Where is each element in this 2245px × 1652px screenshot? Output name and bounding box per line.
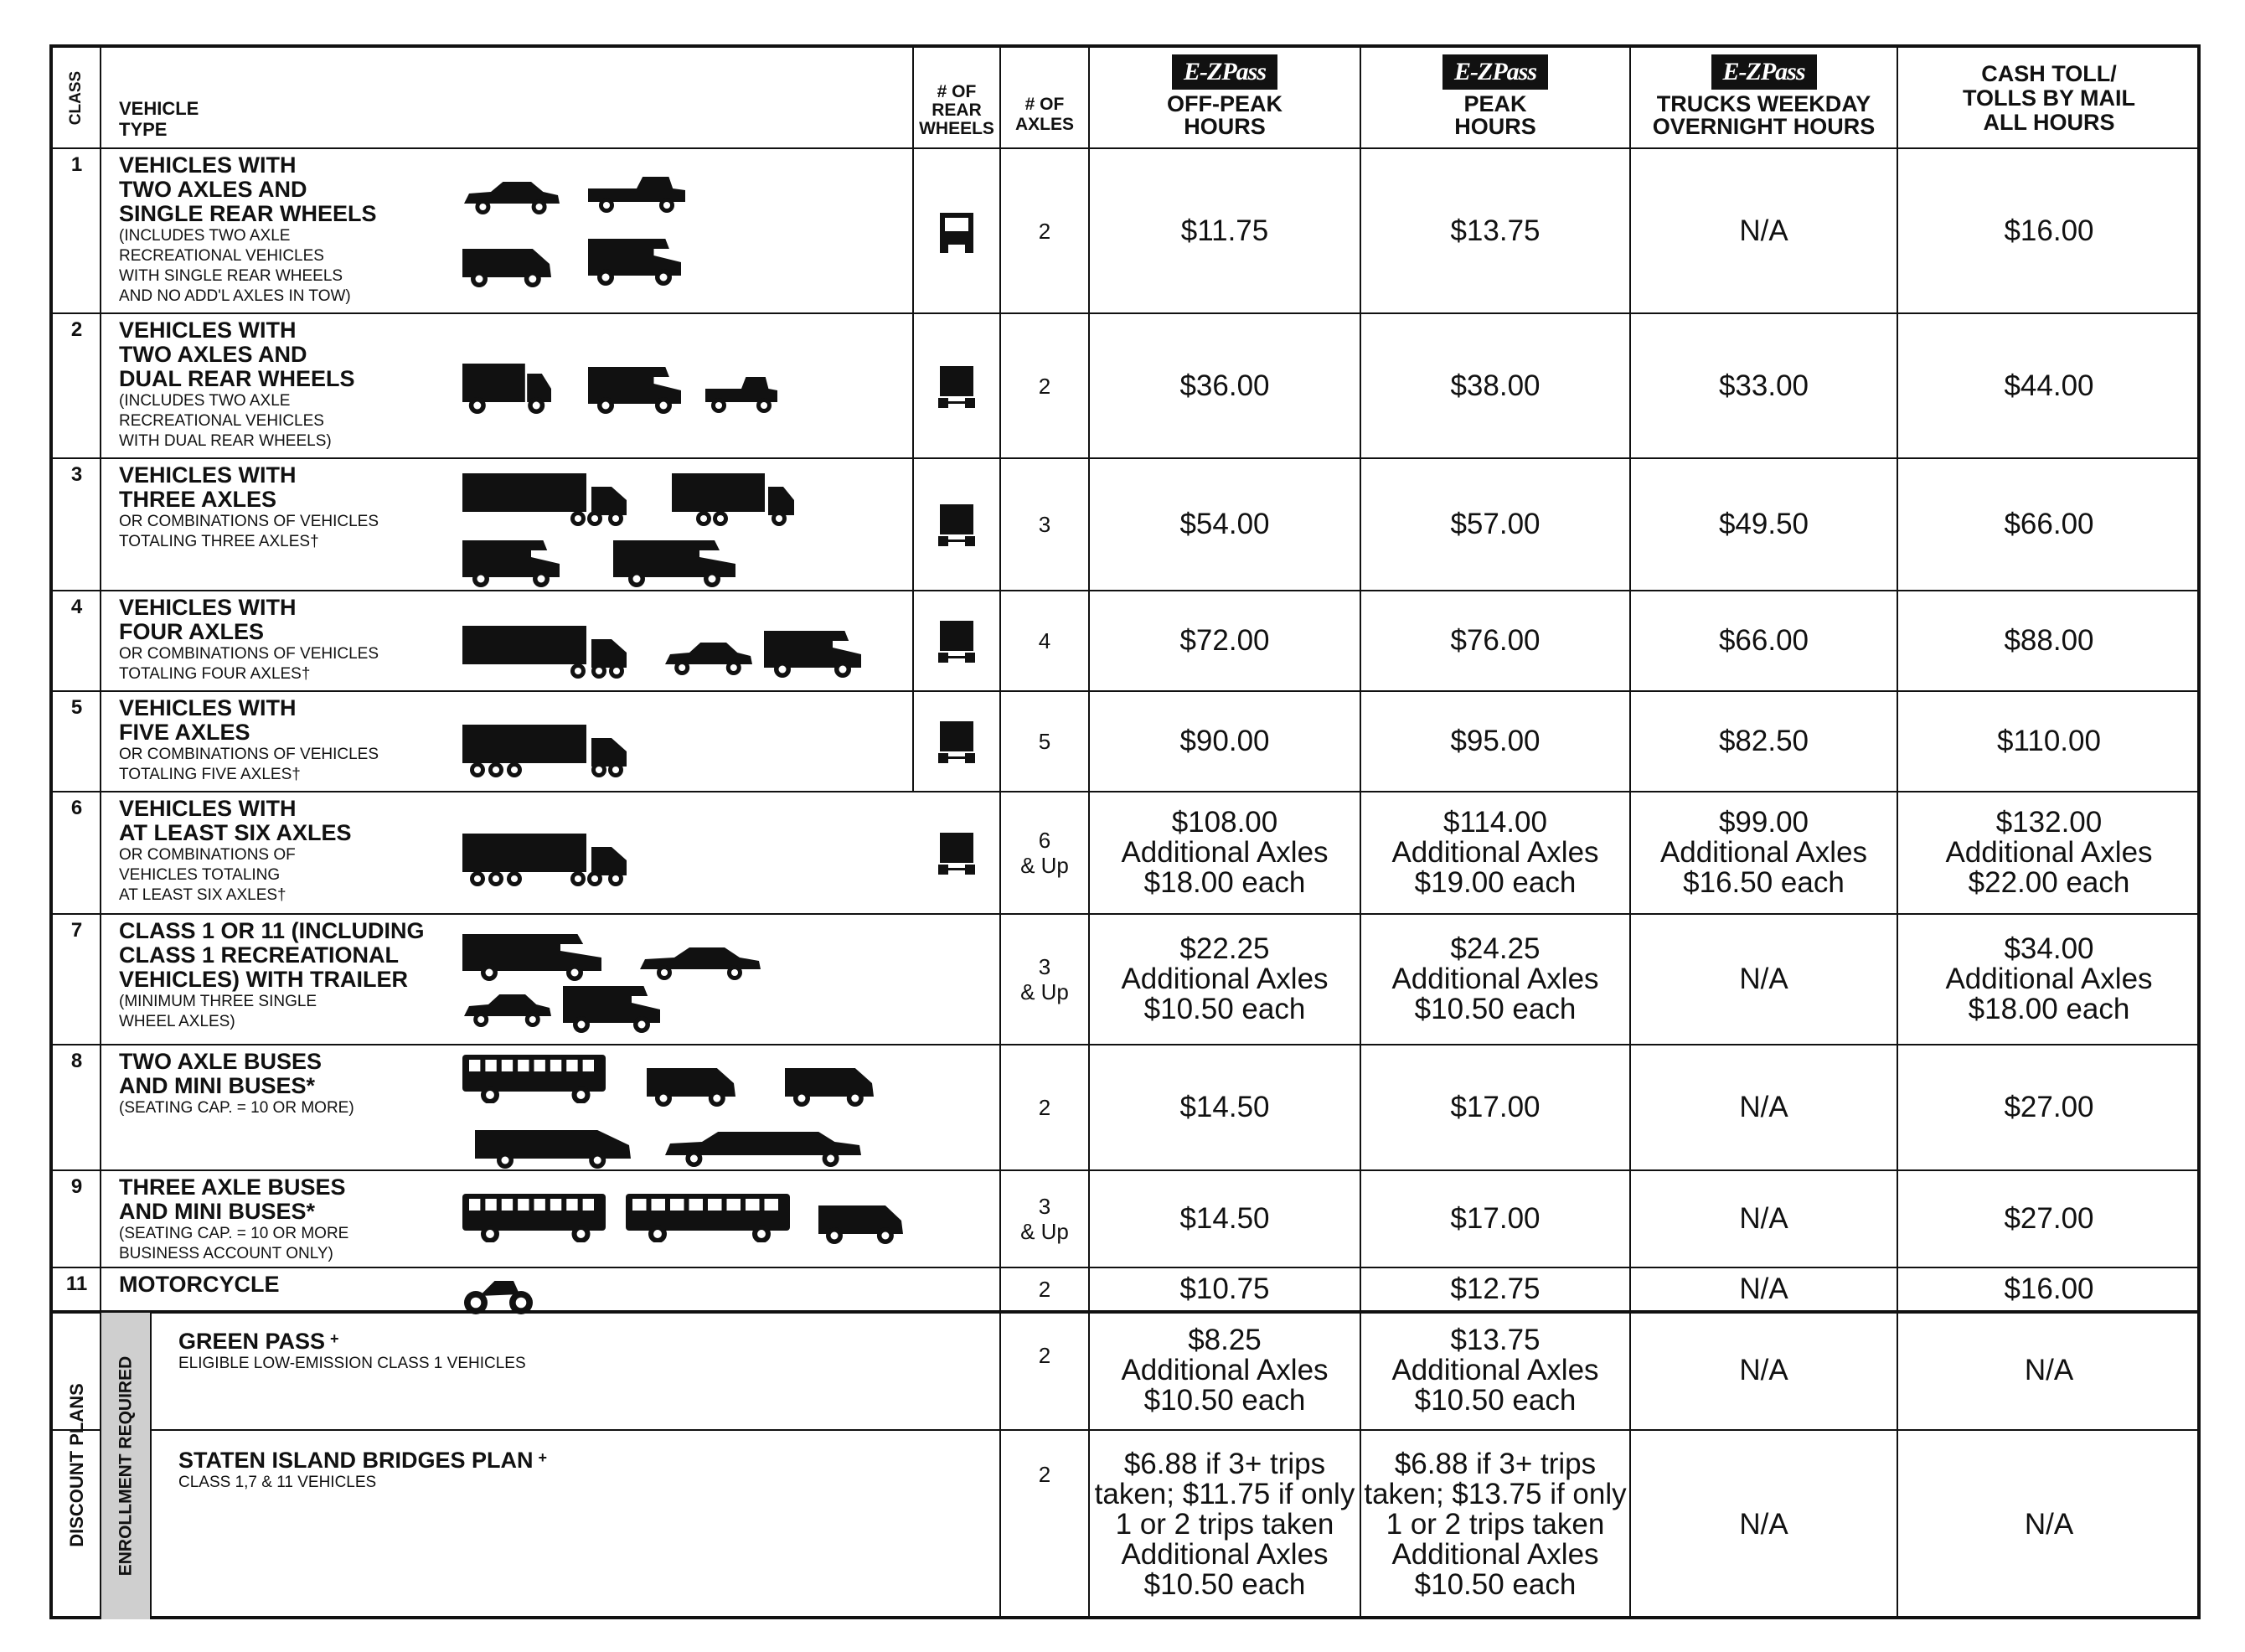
vehicle-type-cell bbox=[119, 1273, 488, 1309]
rv-trailer-icon bbox=[612, 527, 737, 587]
trucks-overnight-toll: N/A bbox=[1739, 1202, 1788, 1235]
class-cell: 2 bbox=[70, 318, 83, 341]
vehicle-type-title: THREE AXLE BUSES AND MINI BUSES* bbox=[119, 1174, 346, 1224]
axles-cell: 3 & Up bbox=[1020, 1194, 1069, 1244]
vehicle-type-title: VEHICLES WITH FIVE AXLES bbox=[119, 695, 297, 745]
trucks-overnight-toll: N/A bbox=[1739, 1091, 1788, 1123]
header-class-label: CLASS bbox=[67, 70, 85, 126]
pickup-icon bbox=[586, 167, 687, 214]
peak-toll: $13.75 bbox=[1450, 214, 1541, 247]
bus-icon bbox=[461, 1053, 607, 1103]
trucks-overnight-toll: N/A bbox=[1739, 1354, 1788, 1386]
articulated-bus-icon bbox=[624, 1192, 792, 1242]
vehicle-type-title: CLASS 1 OR 11 (INCLUDING CLASS 1 RECREATIONAL VEHICLES) WITH TRAILER bbox=[119, 918, 425, 992]
column-divider bbox=[100, 48, 101, 1311]
trucks-overnight-toll: N/A bbox=[1739, 1273, 1788, 1305]
axles-cell: 3 bbox=[1038, 512, 1051, 537]
dual-rear-wheel-icon bbox=[937, 499, 977, 548]
small-truck-icon bbox=[704, 372, 779, 414]
vehicle-type-cell bbox=[119, 696, 488, 790]
trucks-overnight-toll: $49.50 bbox=[1718, 508, 1809, 540]
vehicle-type-note: OR COMBINATIONS OF VEHICLES TOTALING FOUR AXLES† bbox=[119, 645, 379, 683]
minibus-icon bbox=[645, 1055, 737, 1107]
header-off-peak-label: OFF-PEAK HOURS bbox=[1167, 91, 1282, 139]
axles-cell: 2 bbox=[1038, 1462, 1051, 1487]
motorcycle-icon bbox=[461, 1269, 536, 1314]
vehicle-type-note: OR COMBINATIONS OF VEHICLES TOTALING AT LEAST SIX AXLES† bbox=[119, 846, 296, 904]
class-cell: 7 bbox=[70, 919, 83, 942]
discount-plan-title: GREEN PASS bbox=[178, 1329, 326, 1354]
ezpass-logo: E-ZPass bbox=[1711, 54, 1817, 90]
vehicle-type-cell bbox=[119, 153, 488, 312]
vehicle-type-title: VEHICLES WITH FOUR AXLES bbox=[119, 595, 297, 644]
vehicle-type-cell bbox=[119, 919, 488, 1043]
dual-rear-wheel-icon bbox=[937, 361, 977, 410]
cash-toll: $88.00 bbox=[2004, 624, 2094, 657]
dual-rear-wheel-icon bbox=[937, 716, 977, 765]
semi-trailer-icon bbox=[461, 825, 628, 887]
rv-icon bbox=[586, 357, 683, 414]
discount-plan-description bbox=[178, 1329, 932, 1423]
bus-icon bbox=[461, 1192, 607, 1242]
vehicle-type-cell bbox=[119, 1050, 488, 1169]
vehicle-type-cell bbox=[119, 797, 488, 912]
cash-toll: $16.00 bbox=[2004, 214, 2094, 247]
axles-cell: 2 bbox=[1038, 1095, 1051, 1120]
header-vehicle-type: VEHICLE TYPE bbox=[119, 98, 199, 140]
column-divider bbox=[150, 1311, 152, 1619]
off-peak-toll: $108.00 Additional Axles $18.00 each bbox=[1121, 806, 1329, 899]
discount-plan-mark: + bbox=[538, 1448, 548, 1466]
off-peak-toll: $8.25 Additional Axles $10.50 each bbox=[1121, 1324, 1329, 1417]
axles-cell: 2 bbox=[1038, 1277, 1051, 1302]
vehicle-type-note: (INCLUDES TWO AXLE RECREATIONAL VEHICLES WITH SINGLE REAR WHEELS AND NO ADD'L AXLES IN TOW) bbox=[119, 227, 351, 305]
toll-rate-table bbox=[49, 44, 2201, 1619]
peak-toll: $114.00 Additional Axles $19.00 each bbox=[1391, 806, 1599, 899]
ezpass-logo: E-ZPass bbox=[1172, 54, 1277, 90]
trucks-overnight-toll: $82.50 bbox=[1718, 725, 1809, 757]
axles-cell: 4 bbox=[1038, 628, 1051, 653]
peak-toll: $13.75 Additional Axles $10.50 each bbox=[1391, 1324, 1599, 1417]
rv-icon bbox=[561, 973, 662, 1033]
cash-toll: $66.00 bbox=[2004, 508, 2094, 540]
vehicle-type-cell bbox=[119, 1175, 488, 1266]
trucks-overnight-toll: N/A bbox=[1739, 1508, 1788, 1541]
vehicle-type-title: VEHICLES WITH AT LEAST SIX AXLES bbox=[119, 796, 352, 845]
vehicle-type-cell bbox=[119, 318, 488, 457]
discount-plan-description bbox=[178, 1448, 932, 1613]
class-cell: 8 bbox=[70, 1050, 83, 1072]
enrollment-required-text: ENROLLMENT REQUIRED bbox=[116, 1355, 135, 1577]
header-peak bbox=[1360, 54, 1630, 148]
discount-plans-text: DISCOUNT PLANS bbox=[65, 1383, 87, 1547]
single-rear-wheel-icon bbox=[937, 206, 977, 255]
minibus-icon bbox=[783, 1055, 875, 1107]
discount-plan-note: ELIGIBLE LOW-EMISSION CLASS 1 VEHICLES bbox=[178, 1355, 526, 1372]
cash-toll: $34.00 Additional Axles $18.00 each bbox=[1945, 932, 2153, 1025]
cash-toll: N/A bbox=[2024, 1354, 2074, 1386]
vehicle-type-title: VEHICLES WITH THREE AXLES bbox=[119, 462, 297, 512]
truck-trailer-icon bbox=[670, 470, 796, 527]
box-truck-icon bbox=[461, 355, 553, 414]
class-cell: 5 bbox=[70, 696, 83, 719]
peak-toll: $57.00 bbox=[1450, 508, 1541, 540]
header-rear-wheels: # OF REAR WHEELS bbox=[919, 82, 994, 138]
header-peak-label: PEAK HOURS bbox=[1454, 91, 1536, 139]
peak-toll: $38.00 bbox=[1450, 369, 1541, 402]
axles-cell: 2 bbox=[1038, 373, 1051, 399]
vehicle-type-note: (SEATING CAP. = 10 OR MORE) bbox=[119, 1099, 354, 1117]
trucks-overnight-toll: $33.00 bbox=[1718, 369, 1809, 402]
semi-trailer-icon bbox=[461, 467, 628, 527]
vehicle-type-cell bbox=[119, 596, 488, 689]
vehicle-type-title: MOTORCYCLE bbox=[119, 1272, 280, 1297]
dual-rear-wheel-icon bbox=[937, 828, 977, 876]
peak-toll: $95.00 bbox=[1450, 725, 1541, 757]
cash-toll: $27.00 bbox=[2004, 1202, 2094, 1235]
cash-toll: $110.00 bbox=[1997, 725, 2101, 757]
enrollment-required-label bbox=[101, 1313, 150, 1619]
trucks-overnight-toll: N/A bbox=[1739, 214, 1788, 247]
header-trucks-overnight-label: TRUCKS WEEKDAY OVERNIGHT HOURS bbox=[1652, 91, 1876, 139]
vehicle-type-title: VEHICLES WITH TWO AXLES AND SINGLE REAR WHEELS bbox=[119, 152, 377, 226]
car-icon bbox=[662, 634, 754, 676]
discount-plans-label bbox=[53, 1311, 101, 1619]
semi-trailer-icon bbox=[461, 716, 628, 778]
minibus-icon bbox=[817, 1194, 905, 1244]
discount-plan-mark: + bbox=[330, 1329, 339, 1347]
column-divider bbox=[912, 48, 914, 792]
car-icon bbox=[461, 172, 561, 215]
peak-toll: $76.00 bbox=[1450, 624, 1541, 657]
axles-cell: 2 bbox=[1038, 218, 1051, 244]
class-cell: 1 bbox=[70, 153, 83, 176]
dual-rear-wheel-icon bbox=[937, 616, 977, 664]
peak-toll: $17.00 bbox=[1450, 1091, 1541, 1123]
header-off-peak bbox=[1089, 54, 1360, 148]
header-cash-toll: CASH TOLL/ TOLLS BY MAIL ALL HOURS bbox=[1962, 60, 2135, 135]
cash-toll: $132.00 Additional Axles $22.00 each bbox=[1945, 806, 2153, 899]
class-cell: 4 bbox=[70, 596, 83, 618]
off-peak-toll: $14.50 bbox=[1179, 1091, 1270, 1123]
off-peak-toll: $36.00 bbox=[1179, 369, 1270, 402]
axles-cell: 6 & Up bbox=[1020, 828, 1069, 878]
cash-toll: $27.00 bbox=[2004, 1091, 2094, 1123]
peak-toll: $12.75 bbox=[1450, 1273, 1541, 1305]
cash-toll: $44.00 bbox=[2004, 369, 2094, 402]
vehicle-type-title: VEHICLES WITH TWO AXLES AND DUAL REAR WHEELS bbox=[119, 317, 355, 391]
semi-trailer-icon bbox=[461, 619, 628, 679]
ezpass-logo: E-ZPass bbox=[1442, 54, 1548, 90]
rv-icon bbox=[586, 229, 683, 286]
van-icon bbox=[461, 235, 553, 287]
off-peak-toll: $6.88 if 3+ trips taken; $11.75 if only 1 or 2 trips taken Additional Axles $10.50 each bbox=[1094, 1448, 1355, 1601]
vehicle-type-cell bbox=[119, 463, 488, 589]
off-peak-toll: $54.00 bbox=[1179, 508, 1270, 540]
cash-toll: N/A bbox=[2024, 1508, 2074, 1541]
cash-toll: $16.00 bbox=[2004, 1273, 2094, 1305]
vehicle-type-note: (MINIMUM THREE SINGLE WHEEL AXLES) bbox=[119, 993, 317, 1030]
axles-cell: 5 bbox=[1038, 729, 1051, 754]
vehicle-type-note: OR COMBINATIONS OF VEHICLES TOTALING FIVE AXLES† bbox=[119, 746, 379, 783]
trucks-overnight-toll: $66.00 bbox=[1718, 624, 1809, 657]
rv-icon bbox=[762, 619, 863, 678]
vehicle-type-note: (INCLUDES TWO AXLE RECREATIONAL VEHICLES WITH DUAL REAR WHEELS) bbox=[119, 392, 332, 450]
car-icon bbox=[461, 986, 553, 1028]
discount-plan-title: STATEN ISLAND BRIDGES PLAN bbox=[178, 1448, 534, 1473]
class-cell: 9 bbox=[70, 1175, 83, 1198]
vehicle-type-note: (SEATING CAP. = 10 OR MORE BUSINESS ACCOUNT ONLY) bbox=[119, 1225, 349, 1262]
van-icon bbox=[473, 1110, 632, 1169]
rv-icon bbox=[461, 527, 561, 587]
axles-cell: 2 bbox=[1038, 1343, 1051, 1368]
header-trucks-overnight bbox=[1630, 54, 1897, 148]
class-cell: 3 bbox=[70, 463, 83, 486]
peak-toll: $24.25 Additional Axles $10.50 each bbox=[1391, 932, 1599, 1025]
header-axles: # OF AXLES bbox=[1014, 95, 1074, 134]
vehicle-type-title: TWO AXLE BUSES AND MINI BUSES* bbox=[119, 1049, 323, 1098]
off-peak-toll: $11.75 bbox=[1180, 214, 1269, 247]
axles-cell: 3 & Up bbox=[1020, 954, 1069, 1004]
vehicle-type-note: OR COMBINATIONS OF VEHICLES TOTALING THREE AXLES† bbox=[119, 513, 379, 550]
off-peak-toll: $14.50 bbox=[1179, 1202, 1270, 1235]
trucks-overnight-toll: N/A bbox=[1739, 963, 1788, 995]
header-class bbox=[53, 48, 101, 148]
off-peak-toll: $72.00 bbox=[1179, 624, 1270, 657]
class-cell: 11 bbox=[65, 1273, 88, 1295]
class-cell: 6 bbox=[70, 797, 83, 819]
limousine-icon bbox=[662, 1117, 863, 1167]
off-peak-toll: $90.00 bbox=[1179, 725, 1270, 757]
peak-toll: $6.88 if 3+ trips taken; $13.75 if only 1 or 2 trips taken Additional Axles $10.50 each bbox=[1364, 1448, 1627, 1601]
trucks-overnight-toll: $99.00 Additional Axles $16.50 each bbox=[1659, 806, 1868, 899]
off-peak-toll: $22.25 Additional Axles $10.50 each bbox=[1121, 932, 1329, 1025]
discount-plan-note: CLASS 1,7 & 11 VEHICLES bbox=[178, 1474, 377, 1491]
peak-toll: $17.00 bbox=[1450, 1202, 1541, 1235]
off-peak-toll: $10.75 bbox=[1179, 1273, 1270, 1305]
